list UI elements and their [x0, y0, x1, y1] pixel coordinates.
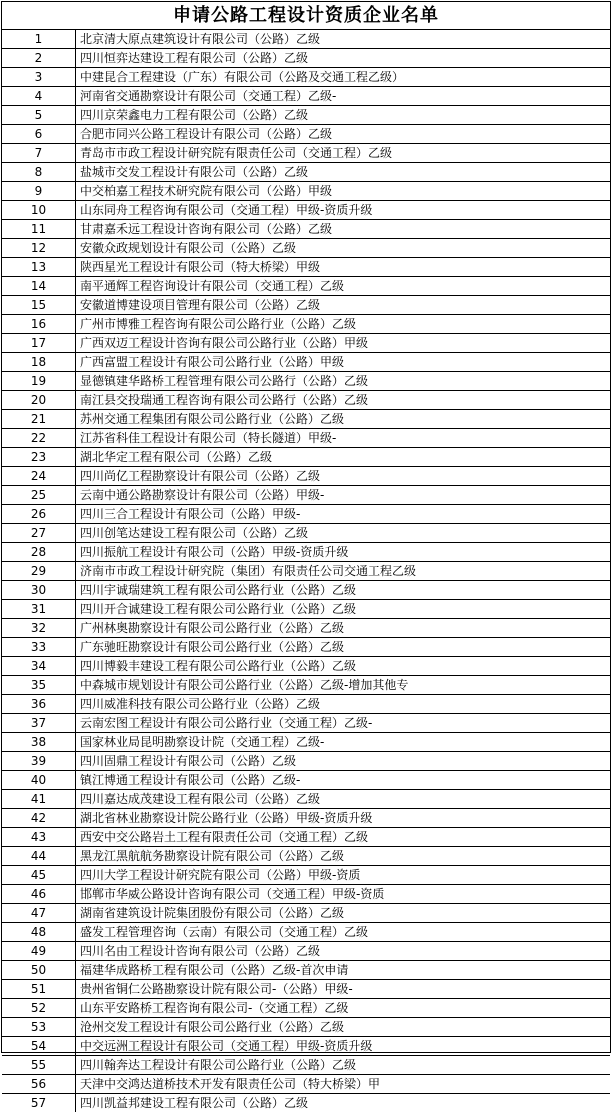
table-row [2, 30, 610, 49]
row-number: 52 [2, 999, 76, 1018]
sheet-title: 申请公路工程设计资质企业名单 [2, 2, 610, 30]
row-number: 43 [2, 828, 76, 847]
company-name: 黑龙江黑航航务勘察设计院有限公司（公路）乙级 [76, 847, 611, 866]
row-number: 57 [2, 1094, 76, 1112]
table-row [2, 581, 610, 600]
table-row [2, 771, 610, 790]
company-name: 湖北省林业勘察设计院公路行业（公路）甲级-资质升级 [76, 809, 611, 828]
row-number: 44 [2, 847, 76, 866]
row-number: 35 [2, 676, 76, 695]
row-number: 28 [2, 543, 76, 562]
table-row [2, 866, 610, 885]
table-row [2, 828, 610, 847]
company-name: 中交柏嘉工程技术研究院有限公司（公路）甲级 [76, 182, 611, 201]
company-name: 中建昆合工程建设（广东）有限公司（公路及交通工程乙级） [76, 68, 611, 87]
company-name: 四川恒弈达建设工程有限公司（公路）乙级 [76, 49, 611, 68]
company-name: 四川振航工程设计有限公司（公路）甲级-资质升级 [76, 543, 611, 562]
table-row [2, 980, 610, 999]
row-number: 22 [2, 429, 76, 448]
table-row [2, 87, 610, 106]
table-row [2, 258, 610, 277]
company-name: 中交远洲工程设计有限公司（交通工程）甲级-资质升级 [76, 1037, 611, 1056]
company-name: 福建华成路桥工程有限公司（公路）乙级-首次申请 [76, 961, 611, 980]
row-number: 23 [2, 448, 76, 467]
row-number: 15 [2, 296, 76, 315]
row-number: 50 [2, 961, 76, 980]
company-name: 青岛市市政工程设计研究院有限责任公司（交通工程）乙级 [76, 144, 611, 163]
table-row [2, 467, 610, 486]
row-number: 55 [2, 1056, 76, 1075]
row-number: 11 [2, 220, 76, 239]
table-row [2, 201, 610, 220]
table-row [2, 524, 610, 543]
table-row [2, 1018, 610, 1037]
company-name: 南江县交投瑞通工程咨询有限公司公路行（公路）乙级 [76, 391, 611, 410]
table-row [2, 353, 610, 372]
company-name: 邯郸市华威公路设计咨询有限公司（交通工程）甲级-资质 [76, 885, 611, 904]
table-row [2, 182, 610, 201]
row-number: 45 [2, 866, 76, 885]
company-name: 四川京荣鑫电力工程有限公司（公路）乙级 [76, 106, 611, 125]
row-number: 19 [2, 372, 76, 391]
table-row [2, 999, 610, 1018]
company-name: 安徽众政规划设计有限公司（公路）乙级 [76, 239, 611, 258]
table-row [2, 486, 610, 505]
company-name: 四川固鼎工程设计有限公司（公路）乙级 [76, 752, 611, 771]
row-number: 26 [2, 505, 76, 524]
company-name: 西安中交公路岩土工程有限责任公司（交通工程）乙级 [76, 828, 611, 847]
company-name: 合肥市同兴公路工程设计有限公司（公路）乙级 [76, 125, 611, 144]
table-row [2, 448, 610, 467]
row-number: 32 [2, 619, 76, 638]
table-row [2, 68, 610, 87]
company-name: 四川尚亿工程勘察设计有限公司（公路）乙级 [76, 467, 611, 486]
company-name: 四川创笔达建设工程有限公司（公路）乙级 [76, 524, 611, 543]
company-name: 四川大学工程设计研究院有限公司（公路）甲级-资质 [76, 866, 611, 885]
table-row [2, 163, 610, 182]
company-name: 四川三合工程设计有限公司（公路）甲级- [76, 505, 611, 524]
row-number: 31 [2, 600, 76, 619]
row-number: 17 [2, 334, 76, 353]
row-number: 7 [2, 144, 76, 163]
table-row [2, 144, 610, 163]
table-row [2, 638, 610, 657]
table-row [2, 676, 610, 695]
table-row [2, 1094, 610, 1112]
table-row [2, 733, 610, 752]
row-number: 13 [2, 258, 76, 277]
company-name: 湖南省建筑设计院集团股份有限公司（公路）乙级 [76, 904, 611, 923]
company-name: 沧州交发工程设计有限公司公路行业（公路）乙级 [76, 1018, 611, 1037]
table-row [2, 429, 610, 448]
table-row [2, 125, 610, 144]
company-name: 广西双迈工程设计咨询有限公司公路行业（公路）甲级 [76, 334, 611, 353]
company-name: 安徽道博建设项目管理有限公司（公路）乙级 [76, 296, 611, 315]
company-name: 四川凯益邦建设工程有限公司（公路）乙级 [76, 1094, 611, 1112]
company-name: 北京清大原点建筑设计有限公司（公路）乙级 [76, 30, 611, 49]
row-number: 46 [2, 885, 76, 904]
company-table [2, 30, 610, 1112]
table-row [2, 1037, 610, 1056]
row-number: 1 [2, 30, 76, 49]
company-name: 江苏省科佳工程设计有限公司（特长隧道）甲级- [76, 429, 611, 448]
row-number: 24 [2, 467, 76, 486]
company-name: 中森城市规划设计有限公司公路行业（公路）乙级-增加其他专 [76, 676, 611, 695]
company-name: 显德镇建华路桥工程管理有限公司公路行（公路）乙级 [76, 372, 611, 391]
table-row [2, 49, 610, 68]
company-name: 四川翰奔达工程设计有限公司公路行业（公路）乙级 [76, 1056, 611, 1075]
table-row [2, 277, 610, 296]
company-name: 山东同舟工程咨询有限公司（交通工程）甲级-资质升级 [76, 201, 611, 220]
row-number: 21 [2, 410, 76, 429]
company-name: 广西富盟工程设计有限公司公路行业（公路）甲级 [76, 353, 611, 372]
company-name: 苏州交通工程集团有限公司公路行业（公路）乙级 [76, 410, 611, 429]
table-row [2, 885, 610, 904]
table-row [2, 619, 610, 638]
company-name: 云南中通公路勘察设计有限公司（公路）甲级- [76, 486, 611, 505]
row-number: 10 [2, 201, 76, 220]
company-name: 镇江博通工程设计有限公司（公路）乙级- [76, 771, 611, 790]
row-number: 47 [2, 904, 76, 923]
table-row [2, 923, 610, 942]
table-row [2, 600, 610, 619]
row-number: 38 [2, 733, 76, 752]
table-row [2, 904, 610, 923]
row-number: 14 [2, 277, 76, 296]
table-row [2, 1075, 610, 1094]
company-name: 四川宇诚瑞建筑工程有限公司公路行业（公路）乙级 [76, 581, 611, 600]
table-row [2, 809, 610, 828]
company-name: 广州林奥勘察设计有限公司公路行业（公路）乙级 [76, 619, 611, 638]
row-number: 37 [2, 714, 76, 733]
table-row [2, 961, 610, 980]
table-row [2, 505, 610, 524]
table-row [2, 752, 610, 771]
row-number: 49 [2, 942, 76, 961]
row-number: 9 [2, 182, 76, 201]
company-name: 国家林业局昆明勘察设计院（交通工程）乙级- [76, 733, 611, 752]
company-name: 湖北华定工程有限公司（公路）乙级 [76, 448, 611, 467]
table-row [2, 714, 610, 733]
row-number: 29 [2, 562, 76, 581]
table-row [2, 1056, 610, 1075]
table-row [2, 106, 610, 125]
table-row [2, 296, 610, 315]
table-row [2, 562, 610, 581]
row-number: 53 [2, 1018, 76, 1037]
row-number: 40 [2, 771, 76, 790]
table-row [2, 239, 610, 258]
company-name: 广州市博雅工程咨询有限公司公路行业（公路）乙级 [76, 315, 611, 334]
row-number: 48 [2, 923, 76, 942]
company-name: 山东平安路桥工程咨询有限公司-（交通工程）乙级 [76, 999, 611, 1018]
table-row [2, 220, 610, 239]
spreadsheet [1, 1, 611, 1053]
row-number: 8 [2, 163, 76, 182]
company-name: 河南省交通勘察设计有限公司（交通工程）乙级- [76, 87, 611, 106]
table-row [2, 790, 610, 809]
company-name: 四川威准科技有限公司公路行业（公路）乙级 [76, 695, 611, 714]
row-number: 25 [2, 486, 76, 505]
company-name: 陕西星光工程设计有限公司（特大桥梁）甲级 [76, 258, 611, 277]
table-row [2, 372, 610, 391]
company-name: 云南宏图工程设计有限公司公路行业（交通工程）乙级- [76, 714, 611, 733]
row-number: 20 [2, 391, 76, 410]
row-number: 3 [2, 68, 76, 87]
row-number: 30 [2, 581, 76, 600]
company-name: 天津中交鸿达道桥技术开发有限责任公司（特大桥梁）甲 [76, 1075, 611, 1094]
row-number: 27 [2, 524, 76, 543]
company-name: 贵州省铜仁公路勘察设计院有限公司-（公路）甲级- [76, 980, 611, 999]
company-name: 济南市市政工程设计研究院（集团）有限责任公司交通工程乙级 [76, 562, 611, 581]
row-number: 4 [2, 87, 76, 106]
row-number: 36 [2, 695, 76, 714]
company-name: 四川开合诚建设工程有限公司公路行业（公路）乙级 [76, 600, 611, 619]
row-number: 33 [2, 638, 76, 657]
row-number: 6 [2, 125, 76, 144]
table-row [2, 657, 610, 676]
row-number: 5 [2, 106, 76, 125]
row-number: 54 [2, 1037, 76, 1056]
company-name: 甘肃嘉禾远工程设计咨询有限公司（公路）乙级 [76, 220, 611, 239]
row-number: 51 [2, 980, 76, 999]
table-row [2, 315, 610, 334]
row-number: 34 [2, 657, 76, 676]
table-row [2, 391, 610, 410]
company-name: 四川博毅丰建设工程有限公司公路行业（公路）乙级 [76, 657, 611, 676]
row-number: 41 [2, 790, 76, 809]
company-name: 盛发工程管理咨询（云南）有限公司（交通工程）乙级 [76, 923, 611, 942]
table-row [2, 942, 610, 961]
row-number: 56 [2, 1075, 76, 1094]
company-name: 四川嘉达成茂建设工程有限公司（公路）乙级 [76, 790, 611, 809]
row-number: 18 [2, 353, 76, 372]
table-row [2, 543, 610, 562]
company-name: 四川名由工程设计咨询有限公司（公路）乙级 [76, 942, 611, 961]
row-number: 16 [2, 315, 76, 334]
row-number: 12 [2, 239, 76, 258]
row-number: 39 [2, 752, 76, 771]
table-row [2, 410, 610, 429]
row-number: 42 [2, 809, 76, 828]
company-table-body [2, 30, 610, 1112]
company-name: 盐城市交发工程设计有限公司（公路）乙级 [76, 163, 611, 182]
table-row [2, 334, 610, 353]
company-name: 广东驰旺勘察设计有限公司公路行业（公路）乙级 [76, 638, 611, 657]
row-number: 2 [2, 49, 76, 68]
table-row [2, 695, 610, 714]
company-name: 南平通辉工程咨询设计有限公司（交通工程）乙级 [76, 277, 611, 296]
table-row [2, 847, 610, 866]
